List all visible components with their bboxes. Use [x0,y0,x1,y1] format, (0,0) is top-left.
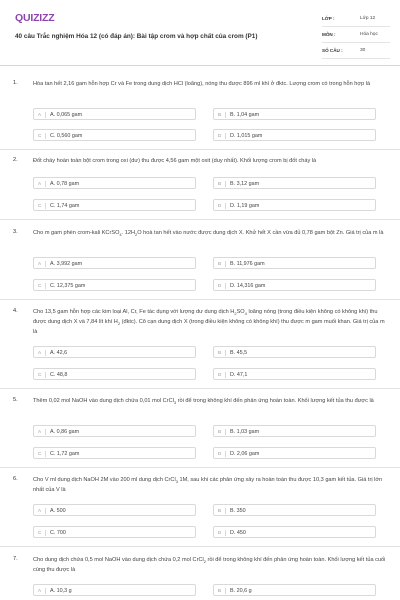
answer-option-b[interactable] [213,108,376,120]
document-header [0,0,400,66]
answer-option-d[interactable] [213,129,376,141]
answer-option-c[interactable] [33,199,196,211]
option-letter: D [218,133,226,139]
option-letter: B [218,112,226,118]
option-letter: B [218,261,226,267]
answer-option-c[interactable] [33,129,196,141]
question-divider [0,299,400,300]
option-letter: D [218,203,226,209]
question-number: 7. [13,556,18,562]
option-text: D. 47,1 [230,371,248,378]
answer-option-b[interactable] [213,346,376,358]
option-letter: B [218,429,226,435]
option-text: B. 3,12 gam [230,180,260,187]
option-text: A. 42,6 [50,349,68,356]
option-text: C. 1,72 gam [50,450,80,457]
option-letter: D [218,283,226,289]
subscript: 2 [135,232,138,238]
text-part: . 12H [121,230,136,236]
option-text: B. 45,5 [230,349,248,356]
meta-label: LỚP : [322,16,335,21]
answer-option-d[interactable] [213,526,376,538]
subscript: 4 [119,232,122,238]
text-part: Cho 13,5 gam hỗn hợp các kim loại Al, Cr, Fe tác dụng với lượng dư dung dịch H [33,309,235,315]
option-letter: A [38,350,46,356]
question-number: 4. [13,308,18,314]
option-text: B. 350 [230,507,246,514]
question-number: 5. [13,397,18,403]
text-part: (đktc). Cô cạn dung dịch X (trong điều kiện không có không khí) thu được m gam muối khan. Giá trị của m là [33,319,385,336]
question-text: Hòa tan hết 2,16 gam hỗn hợp Cr và Fe trong dung dịch HCl (loãng), nóng thu được 896 ml khí ở đktc. Lượng crom có trong hỗn hợp là [33,81,371,87]
option-letter: D [218,372,226,378]
meta-row-count [322,45,390,59]
option-letter: B [218,181,226,187]
meta-label: MÔN : [322,32,336,37]
option-letter: A [38,181,46,187]
subscript: 2 [234,311,237,317]
meta-value: 30 [360,48,366,53]
option-text: B. 1,04 gam [230,111,260,118]
option-text: D. 450 [230,529,246,536]
option-text: C. 0,560 gam [50,132,83,139]
answer-option-a[interactable] [33,346,196,358]
answer-option-a[interactable] [33,425,196,437]
subscript: 2 [203,559,206,565]
subscript: 3 [175,479,178,485]
option-letter: B [218,588,226,594]
meta-label: SỐ CÂU : [322,48,343,53]
answer-option-a[interactable] [33,257,196,269]
text-part: 1M, sau khi các phản ứng xảy ra hoàn toàn thu được 10,3 gam kết tủa. Giá trị lớn nhất của V là [33,477,383,494]
option-letter: C [38,283,46,289]
option-letter: C [38,530,46,536]
meta-value: Hóa học [360,32,378,37]
option-text: A. 500 [50,507,66,514]
text-part: SO [236,309,245,315]
subscript: 4 [244,311,247,317]
text-part: rồi để trong không khí đến phản ứng hoàn toàn. Khối lượng kết tủa thu được là [176,398,374,404]
text-part: Cho V ml dung dịch NaOH 2M vào 200 ml dung dịch CrCl [33,477,176,483]
subscript: 2 [117,321,121,327]
question-text [33,397,386,407]
option-letter: C [38,203,46,209]
question-divider [0,388,400,389]
answer-option-b[interactable] [213,504,376,516]
answer-option-a[interactable] [33,504,196,516]
question-divider [0,467,400,468]
answer-option-d[interactable] [213,447,376,459]
quizizz-logo: QUIZIZZ [15,12,55,24]
answer-option-a[interactable] [33,108,196,120]
text-part: Cho dung dịch chứa 0,5 mol NaOH vào dung dịch chứa 0,2 mol CrCl [33,557,204,563]
question-text [33,308,386,337]
option-letter: A [38,508,46,514]
meta-value: Lớp 12 [360,16,376,21]
option-letter: A [38,261,46,267]
option-letter: A [38,112,46,118]
question-divider [0,219,400,220]
option-letter: C [38,133,46,139]
answer-option-d[interactable] [213,199,376,211]
option-text: A. 0,78 gam [50,180,80,187]
answer-option-b[interactable] [213,177,376,189]
answer-option-c[interactable] [33,526,196,538]
text-part: rồi để trong không khí đến phản ứng hoàn toàn. Khối lượng kết tủa cuối cùng thu được là [33,557,386,574]
option-letter: C [38,372,46,378]
option-letter: A [38,588,46,594]
question-number: 6. [13,476,18,482]
option-text: C. 700 [50,529,66,536]
option-text: A. 3,992 gam [50,260,83,267]
option-text: A. 10,3 g [50,587,72,594]
answer-option-d[interactable] [213,368,376,380]
answer-option-a[interactable] [33,177,196,189]
option-text: D. 2,06 gam [230,450,260,457]
question-text [33,476,386,495]
question-divider [0,546,400,547]
answer-option-a[interactable] [33,584,196,596]
option-letter: B [218,350,226,356]
answer-option-b[interactable] [213,584,376,596]
option-text: A. 0,86 gam [50,428,80,435]
option-letter: D [218,530,226,536]
text-part: Cho m gam phèn crom-kali KCrSO [33,230,120,236]
answer-option-d[interactable] [213,279,376,291]
text-part: loãng nóng (trong điều kiện không có không khí) thu được dung dịch X và 7,84 lít khí H [33,309,378,326]
answer-option-c[interactable] [33,368,196,380]
answer-option-c[interactable] [33,447,196,459]
question-divider [0,149,400,150]
option-text: C. 48,8 [50,371,68,378]
question-number: 1. [13,80,18,86]
option-letter: B [218,508,226,514]
meta-row-class [322,13,390,27]
meta-row-subject [322,29,390,43]
option-text: D. 1,015 gam [230,132,263,139]
option-text: B. 11,976 gam [230,260,265,267]
answer-option-c[interactable] [33,279,196,291]
answer-option-b[interactable] [213,425,376,437]
page-title: 40 câu Trắc nghiệm Hóa 12 (có đáp án): Bài tập crom và hợp chất của crom (P1) [15,33,258,40]
text-part: O hoà tan hết vào nước được dung dịch X. Khử hết X cần vừa đủ 0,78 gam bột Zn. Giá trị của m là [137,230,384,236]
question-number: 2. [13,157,18,163]
option-text: A. 0,065 gam [50,111,83,118]
text-part: Thêm 0,02 mol NaOH vào dung dịch chứa 0,01 mol CrCl [33,398,174,404]
option-text: D. 1,19 gam [230,202,260,209]
option-text: B. 1,03 gam [230,428,260,435]
question-text [33,229,386,239]
option-text: C. 12,375 gam [50,282,86,289]
option-text: B. 20,6 g [230,587,252,594]
option-letter: D [218,451,226,457]
option-letter: C [38,451,46,457]
question-text: Đốt cháy hoàn toàn bột crom trong oxi (dư) thu được 4,56 gam một oxit (duy nhất). Khối lượng crom bị đốt cháy là [33,158,317,164]
question-number: 3. [13,229,18,235]
answer-option-b[interactable] [213,257,376,269]
subscript: 3 [173,400,177,406]
option-letter: A [38,429,46,435]
question-text [33,556,386,575]
option-text: C. 1,74 gam [50,202,80,209]
option-text: D. 14,316 gam [230,282,266,289]
